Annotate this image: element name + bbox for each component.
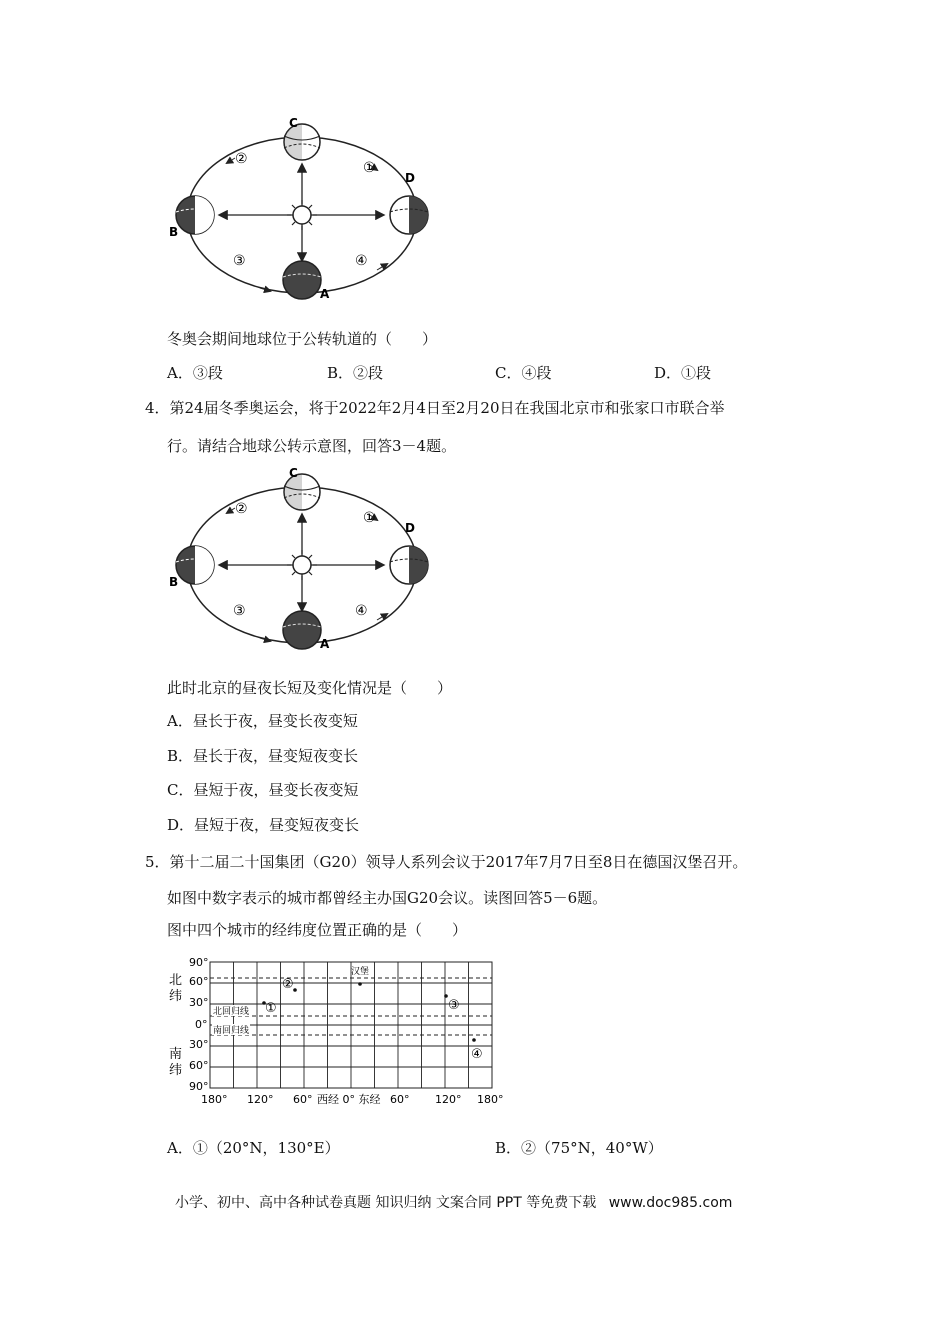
lon-tick-0: 西经 0° 东经 [317, 1093, 381, 1106]
lat-tick-0: 0° [195, 1018, 208, 1031]
q3-option-a: A．③段 [167, 364, 223, 382]
lat-tick-60n: 60° [189, 975, 209, 988]
sun-icon [293, 206, 311, 224]
q4-line2: 行。请结合地球公转示意图，回答3－4题。 [167, 437, 457, 455]
q5-line1: 5．第十二届二十国集团（G20）领导人系列会议于2017年7月7日至8日在德国汉堡召开。 [145, 853, 748, 871]
earth-a [283, 611, 321, 649]
lon-tick-180w: 180° [201, 1093, 228, 1106]
north-lat-label-2: 纬 [169, 989, 183, 1004]
segment-2: ② [235, 501, 248, 517]
lon-tick-180e: 180° [477, 1093, 504, 1106]
label-b: B [169, 575, 179, 589]
segment-2: ② [235, 151, 248, 167]
lat-tick-90s: 90° [189, 1080, 209, 1093]
lat-tick-60s: 60° [189, 1059, 209, 1072]
q5-option-b: B．②（75°N，40°W） [495, 1139, 663, 1157]
segment-3: ③ [233, 253, 246, 269]
segment-3: ③ [233, 603, 246, 619]
label-a: A [320, 637, 330, 651]
q4-option-b: B．昼长于夜，昼变短夜变长 [167, 747, 359, 765]
q3-option-c: C．④段 [495, 364, 552, 382]
label-c: C [289, 116, 298, 130]
point-1-label: ① [265, 1001, 277, 1016]
segment-1: ① [363, 160, 376, 176]
point-hamburg [358, 982, 362, 986]
label-b: B [169, 225, 179, 239]
lat-lon-grid-map [165, 950, 515, 1115]
earth-orbit-diagram-2 [165, 460, 445, 660]
q4-option-c: C．昼短于夜，昼变长夜变短 [167, 781, 359, 799]
lon-tick-60w: 60° [293, 1093, 313, 1106]
tropic-cancer-label: 北回归线 [213, 1007, 250, 1017]
q3-option-b: B．②段 [327, 364, 384, 382]
south-lat-label-2: 纬 [169, 1063, 183, 1078]
segment-1: ① [363, 510, 376, 526]
q3-option-d: D．①段 [654, 364, 712, 382]
segment-4: ④ [355, 603, 368, 619]
point-4 [472, 1038, 476, 1042]
earth-d [390, 196, 428, 234]
point-3-label: ③ [448, 998, 460, 1013]
point-2 [293, 988, 297, 992]
sun-icon [293, 556, 311, 574]
label-d: D [405, 171, 415, 185]
earth-b [176, 196, 214, 234]
lat-tick-30s: 30° [189, 1038, 209, 1051]
segment-4: ④ [355, 253, 368, 269]
hamburg-label: 汉堡 [351, 967, 370, 977]
q4-option-d: D．昼短于夜，昼变短夜变长 [167, 816, 360, 834]
q3-stem: 冬奥会期间地球位于公转轨道的（ ） [167, 330, 438, 348]
lon-tick-60e: 60° [390, 1093, 410, 1106]
q4-line1: 4．第24届冬季奥运会，将于2022年2月4日至2月20日在我国北京市和张家口市联合举 [145, 399, 725, 417]
earth-orbit-diagram-1 [165, 110, 445, 310]
label-d: D [405, 521, 415, 535]
q5-stem: 图中四个城市的经纬度位置正确的是（ ） [167, 921, 468, 939]
earth-a [283, 261, 321, 299]
point-2-label: ② [282, 977, 294, 992]
footer-text: 小学、初中、高中各种试卷真题 知识归纳 文案合同 PPT 等免费下载 [175, 1195, 597, 1211]
lon-tick-120w: 120° [247, 1093, 274, 1106]
lat-tick-30n: 30° [189, 996, 209, 1009]
lat-tick-90n: 90° [189, 956, 209, 969]
footer-link[interactable]: www.doc985.com [608, 1195, 733, 1211]
south-lat-label-1: 南 [169, 1047, 183, 1062]
footer [175, 1192, 732, 1212]
tropic-capricorn-label: 南回归线 [213, 1026, 250, 1036]
q4-stem: 此时北京的昼夜长短及变化情况是（ ） [167, 679, 453, 697]
label-a: A [320, 287, 330, 301]
earth-b [176, 546, 214, 584]
north-lat-label-1: 北 [169, 973, 183, 988]
q4-option-a: A．昼长于夜，昼变长夜变短 [167, 712, 358, 730]
label-c: C [289, 466, 298, 480]
earth-d [390, 546, 428, 584]
q5-option-a: A．①（20°N，130°E） [167, 1139, 340, 1157]
point-4-label: ④ [471, 1047, 483, 1062]
lon-tick-120e: 120° [435, 1093, 462, 1106]
q5-line2: 如图中数字表示的城市都曾经主办国G20会议。读图回答5－6题。 [167, 889, 608, 907]
